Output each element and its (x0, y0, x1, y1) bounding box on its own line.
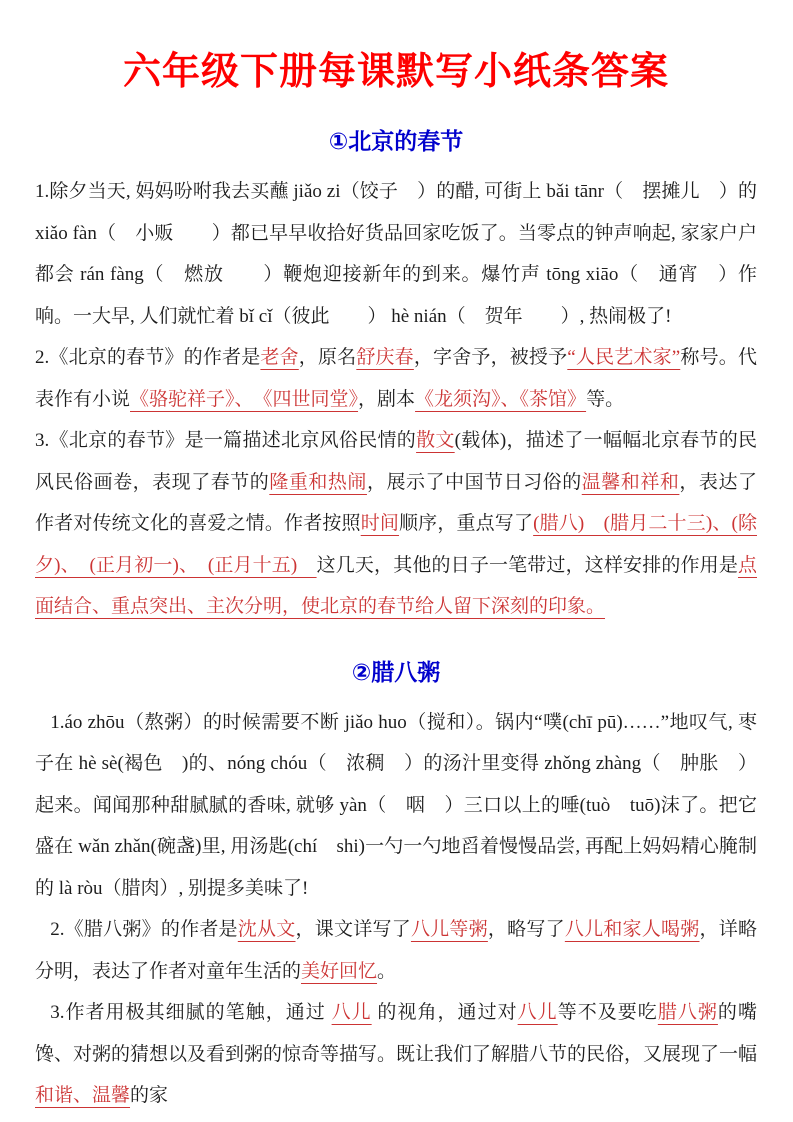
answer-text: 和谐、温馨 (35, 1085, 131, 1106)
s1-item-2-paragraph (35, 337, 757, 420)
answer-text: 《骆驼祥子》、 《四世同堂》 (130, 388, 359, 410)
s2-item-1-paragraph (35, 702, 757, 910)
answer-text: 美好回忆 (301, 960, 378, 982)
answer-text: 沈从文 (237, 919, 296, 940)
answer-text: “人民艺术家” (567, 347, 681, 368)
section-laba-porridge (35, 658, 757, 1117)
question-text: 的嘴馋、对粥的猜想以及看到粥的惊奇等描写。既让我们了解腊八节的民俗，又展现了一幅 (35, 1002, 758, 1065)
question-text: 的视角，通过对 (371, 1002, 518, 1023)
question-text: 的家 (130, 1085, 169, 1106)
question-text: ，原名 (298, 347, 357, 368)
answer-text: 舒庆春 (356, 347, 414, 368)
question-text: 等。 (586, 388, 625, 410)
question-text: 等不及要吃 (557, 1002, 658, 1023)
question-text: 顺序，重点写了 (399, 513, 534, 534)
question-text: ，剧本 (358, 388, 416, 410)
question-text: ，详略分明，表达了作者对童年生活的 (35, 919, 757, 982)
answer-text: 八儿 (331, 1002, 372, 1023)
answer-text: 时间 (360, 513, 400, 534)
section-2-heading: ②腊八粥 (351, 659, 441, 686)
answer-text: 八儿和家人喝粥 (564, 919, 700, 940)
answer-text: (腊八) (腊月二十三)、(除夕)、 (正月初一)、 (正月十五) (35, 513, 757, 576)
answer-text: 八儿 (517, 1002, 558, 1023)
section-1-heading: ①北京的春节 (328, 129, 464, 155)
question-text: ，展示了中国节日习俗的 (366, 471, 582, 493)
question-text: 1.áo zhōu（熬粥）的时候需要不断 jiǎo huo（搅和）。锅内“噗(chī pū)……”地叹气, 枣子在 hè sè(褐色 )的、nóng chóu（ 浓稠 ）的汤汁里变得 zhǒng zhàng（ 肿胀 ）起来。闻闻那种甜腻腻的香味, 就够 yàn（ 咽 ）三口以上的唾(tuò tuō)沫了。把它盛在 wǎn zhǎn(碗盏)里, 用汤匙(chí shi)一勺一勺地舀着慢慢品尝, 再配上妈妈精心腌制的 là ròu（腊肉）, 别提多美味了! (35, 711, 757, 899)
question-text: 2.《北京的春节》的作者是 (35, 347, 261, 368)
answer-text: 散文 (416, 430, 455, 451)
question-text: 这几天，其他的日子一笔带过，这样安排的作用是 (316, 554, 738, 576)
answer-text: 腊八粥 (657, 1002, 718, 1023)
s2-item-2-paragraph (35, 909, 757, 992)
answer-text: 隆重和热闹 (269, 471, 367, 493)
s1-item-3-paragraph (35, 420, 757, 628)
document-title: 六年级下册每课默写小纸条答案 (122, 49, 669, 93)
question-text: 1.除夕当天, 妈妈吩咐我去买蘸 jiǎo zi（饺子 ）的醋, 可街上 bǎi tānr（ 摆摊儿 ）的 xiǎo fàn（ 小贩 ）都已早早收拾好货品回家吃饭了。当零点的钟声响起, 家家户户都会 rán fàng（ 燃放 ）鞭炮迎接新年的到来。爆竹声 tōng xiāo（ 通宵 ）作响。一大早, 人们就忙着 bǐ cǐ（彼此 ） hè nián（ 贺年 ）, 热闹极了! (35, 181, 757, 327)
question-text: ，字舍予，被授予 (413, 347, 568, 368)
answer-text: 八儿等粥 (410, 919, 488, 940)
s2-item-3-paragraph (35, 992, 757, 1117)
answer-text: 温馨和祥和 (581, 471, 680, 493)
question-text: 称号。代表作有小说 (35, 347, 757, 410)
question-text: 。 (377, 960, 397, 982)
answer-text: 老舍 (260, 347, 299, 368)
question-text: ，略写了 (487, 919, 565, 940)
question-text: 3.《北京的春节》是一篇描述北京风俗民情的 (35, 430, 417, 451)
section-beijing-spring-festival (35, 127, 757, 628)
question-text: ，课文详写了 (295, 919, 411, 940)
question-text: 2.《腊八粥》的作者是 (50, 919, 238, 940)
question-text: (载体)，描述了一幅幅北京春节的民风民俗画卷，表现了春节的 (35, 430, 757, 493)
s1-item-1-paragraph (35, 171, 757, 337)
question-text: 3.作者用极其细腻的笔触，通过 (50, 1002, 332, 1023)
question-text: ，表达了作者对传统文化的喜爱之情。作者按照 (35, 471, 757, 534)
answer-text: 点面结合、重点突出、主次分明，使北京的春节给人留下深刻的印象。 (35, 554, 757, 617)
answer-text: 《龙须沟》、《茶馆》 (415, 388, 587, 410)
